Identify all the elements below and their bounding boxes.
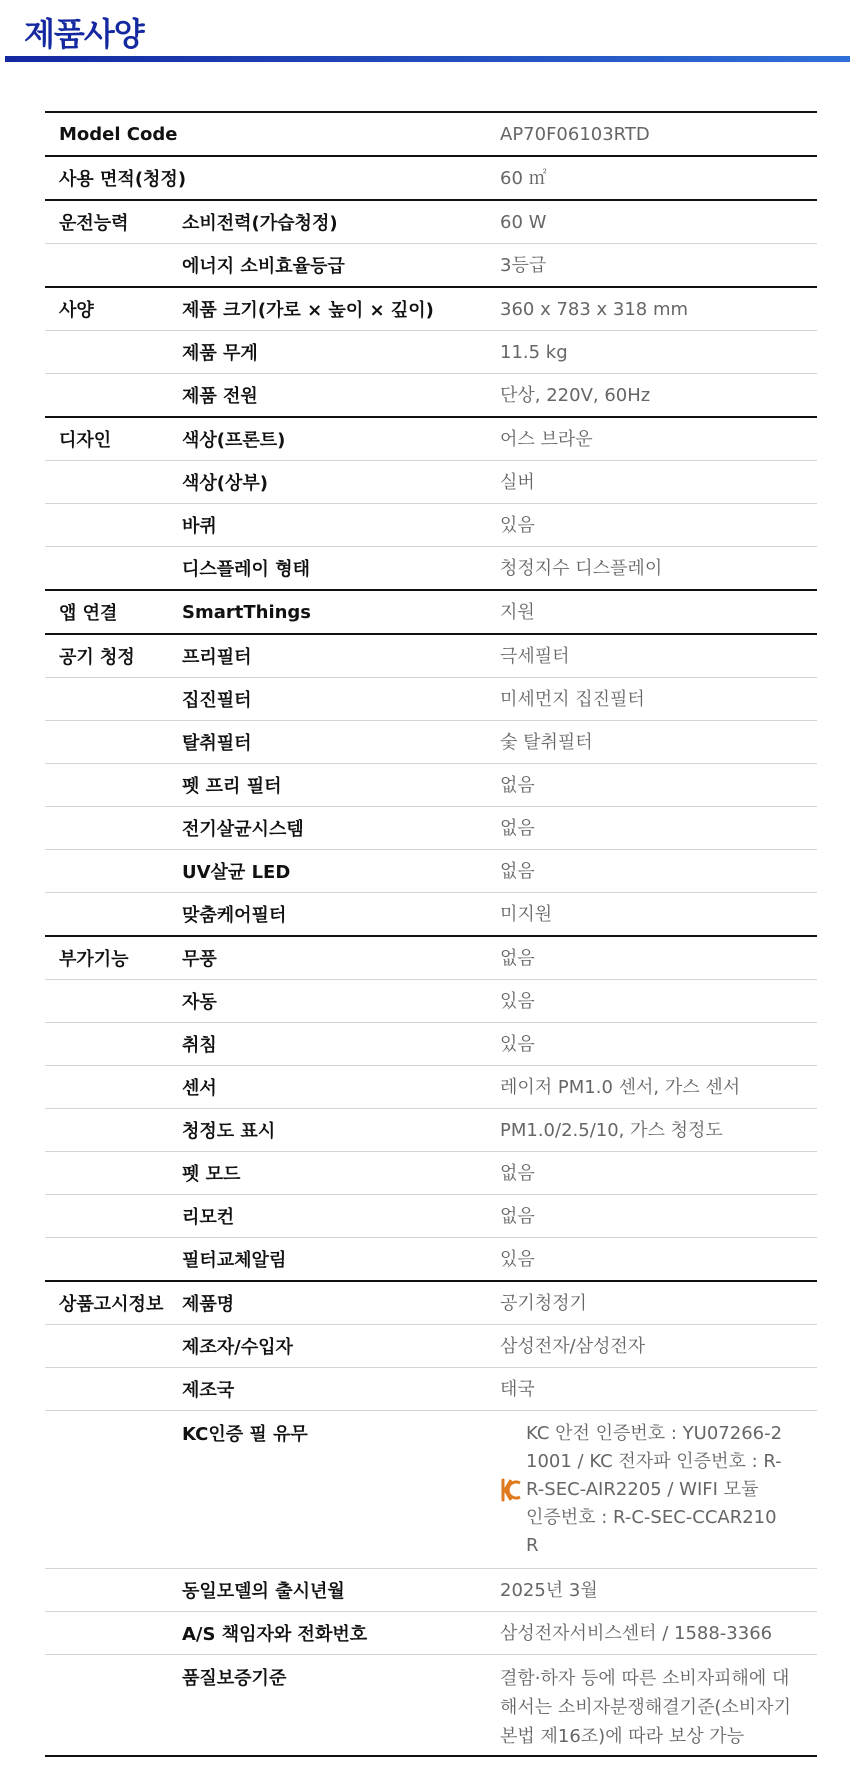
table-row: [45, 1152, 817, 1195]
row-value: 360 x 783 x 318 mm: [500, 298, 689, 320]
row-value: 없음: [500, 1205, 535, 1227]
table-row: [45, 635, 817, 678]
table-row: [45, 893, 817, 935]
table-row: [45, 288, 817, 331]
row-value: 있음: [500, 990, 535, 1012]
table-row: [45, 1195, 817, 1238]
row-value: 미지원: [500, 903, 553, 925]
row-value: 없음: [500, 1162, 535, 1184]
row-value: PM1.0/2.5/10, 가스 청정도: [500, 1119, 723, 1141]
row-label: 사용 면적(청정): [59, 169, 187, 190]
row-label: Model Code: [59, 123, 178, 145]
table-row: [45, 461, 817, 504]
row-label: 프리필터: [182, 647, 252, 668]
row-label: 바퀴: [182, 516, 217, 537]
row-label: 색상(프론트): [182, 430, 286, 451]
row-label: 품질보증기준: [182, 1668, 287, 1689]
kc-line: 1001 / KC 전자파 인증번호 : R-: [526, 1451, 782, 1472]
table-row: [45, 678, 817, 721]
group-label: 디자인: [59, 430, 112, 451]
group-label: 상품고시정보: [59, 1294, 164, 1315]
kc-line: R-SEC-AIR2205 / WIFI 모듈: [526, 1479, 759, 1500]
row-value: 2025년 3월: [500, 1579, 598, 1601]
spec-group-operation: [45, 199, 817, 286]
row-label: A/S 책임자와 전화번호: [182, 1624, 368, 1645]
table-row: [45, 1066, 817, 1109]
table-row: [45, 1612, 817, 1655]
row-label: 취침: [182, 1035, 217, 1056]
table-row: [45, 244, 817, 286]
table-row: [45, 113, 817, 155]
table-row: [45, 591, 817, 633]
row-value: 실버: [500, 471, 535, 493]
table-row: [45, 1368, 817, 1411]
table-row: [45, 1109, 817, 1152]
warranty-line: 해서는 소비자분쟁해결기준(소비자기: [500, 1697, 791, 1718]
row-value: 레이저 PM1.0 센서, 가스 센서: [500, 1076, 741, 1098]
table-row: [45, 201, 817, 244]
row-value: 있음: [500, 514, 535, 536]
table-row: [45, 807, 817, 850]
row-value: 없음: [500, 947, 535, 969]
row-value: 태국: [500, 1378, 535, 1400]
table-row: [45, 418, 817, 461]
row-label: 에너지 소비효율등급: [182, 256, 345, 277]
row-label: SmartThings: [182, 601, 312, 623]
spec-group-model: [45, 111, 817, 155]
table-row: [45, 1569, 817, 1612]
group-label: 앱 연결: [59, 603, 118, 624]
table-row: [45, 937, 817, 980]
page-title: 제품사양: [24, 15, 144, 53]
table-row: [45, 504, 817, 547]
kc-certification: [500, 1420, 817, 1560]
row-value: AP70F06103RTD: [500, 123, 650, 145]
table-row: [45, 764, 817, 807]
row-label: 동일모델의 출시년월: [182, 1581, 345, 1602]
row-label: 디스플레이 형태: [182, 559, 310, 580]
page-header: [0, 0, 850, 62]
table-row: [45, 1325, 817, 1368]
row-label: 청정도 표시: [182, 1121, 276, 1142]
spec-group-spec: [45, 286, 817, 416]
spec-table: [45, 111, 817, 1757]
spec-group-notice: [45, 1280, 817, 1757]
row-value: 삼성전자/삼성전자: [500, 1335, 646, 1357]
table-row: [45, 980, 817, 1023]
table-row: [45, 374, 817, 416]
warranty-line: 본법 제16조)에 따라 보상 가능: [500, 1726, 745, 1747]
kc-cert-text: [526, 1420, 782, 1560]
table-row: [45, 1023, 817, 1066]
row-value: 60 ㎡: [500, 167, 547, 189]
row-value: 없음: [500, 817, 535, 839]
row-label: 센서: [182, 1078, 217, 1099]
row-value: 삼성전자서비스센터 / 1588-3366: [500, 1622, 773, 1644]
row-value: 공기청정기: [500, 1292, 587, 1314]
spec-group-extra: [45, 935, 817, 1280]
table-row: [45, 1411, 817, 1569]
row-label: 제품 전원: [182, 386, 258, 407]
row-label: 필터교체알림: [182, 1250, 287, 1271]
row-label: 제품명: [182, 1294, 235, 1315]
table-row: [45, 721, 817, 764]
row-value: 없음: [500, 860, 535, 882]
row-value: 3등급: [500, 254, 547, 276]
row-label: 색상(상부): [182, 473, 269, 494]
row-label: 소비전력(가습청정): [182, 213, 338, 234]
row-label: 전기살균시스템: [182, 819, 304, 840]
row-value: 극세필터: [500, 645, 570, 667]
row-value: 미세먼지 집진필터: [500, 688, 645, 710]
table-row: [45, 157, 817, 199]
row-value: 있음: [500, 1033, 535, 1055]
row-value: 숯 탈취필터: [500, 731, 593, 753]
spec-group-app: [45, 589, 817, 633]
table-row: [45, 547, 817, 589]
spec-group-air: [45, 633, 817, 935]
kc-mark-icon: [500, 1477, 522, 1503]
row-label: 집진필터: [182, 690, 252, 711]
row-label: 무풍: [182, 949, 217, 970]
row-value: 60 W: [500, 211, 547, 233]
row-value: 있음: [500, 1248, 535, 1270]
row-label: 펫 프리 필터: [182, 776, 282, 797]
spec-group-area: [45, 155, 817, 199]
kc-line: R: [526, 1535, 539, 1556]
spec-group-design: [45, 416, 817, 589]
title-underline: [5, 56, 850, 62]
row-label: 제조자/수입자: [182, 1337, 293, 1358]
table-row: [45, 331, 817, 374]
row-label: 자동: [182, 992, 217, 1013]
row-label: 펫 모드: [182, 1164, 241, 1185]
row-label: 제품 무게: [182, 343, 258, 364]
row-value: 지원: [500, 601, 535, 623]
row-label: 탈취필터: [182, 733, 252, 754]
row-label: 리모컨: [182, 1207, 235, 1228]
row-label: 맞춤케어필터: [182, 905, 287, 926]
row-value: 없음: [500, 774, 535, 796]
row-label: KC인증 필 유무: [182, 1424, 308, 1445]
row-value: 단상, 220V, 60Hz: [500, 384, 651, 406]
row-value: 11.5 kg: [500, 341, 568, 363]
row-label: UV살균 LED: [182, 862, 291, 883]
table-row: [45, 1282, 817, 1325]
row-value: 어스 브라운: [500, 428, 593, 450]
table-row: [45, 1655, 817, 1755]
row-value: 청정지수 디스플레이: [500, 557, 663, 579]
kc-line: KC 안전 인증번호 : YU07266-2: [526, 1423, 783, 1444]
group-label: 사양: [59, 300, 94, 321]
group-label: 부가기능: [59, 949, 129, 970]
kc-line: 인증번호 : R-C-SEC-CCAR210: [526, 1507, 777, 1528]
row-value: [500, 1420, 817, 1560]
table-row: [45, 1238, 817, 1280]
row-label: 제품 크기(가로 × 높이 × 깊이): [182, 300, 434, 321]
warranty-line: 결함·하자 등에 따른 소비자피해에 대: [500, 1668, 790, 1689]
table-row: [45, 850, 817, 893]
group-label: 공기 청정: [59, 647, 135, 668]
row-label: 제조국: [182, 1380, 235, 1401]
row-value: [500, 1664, 817, 1751]
group-label: 운전능력: [59, 213, 129, 234]
